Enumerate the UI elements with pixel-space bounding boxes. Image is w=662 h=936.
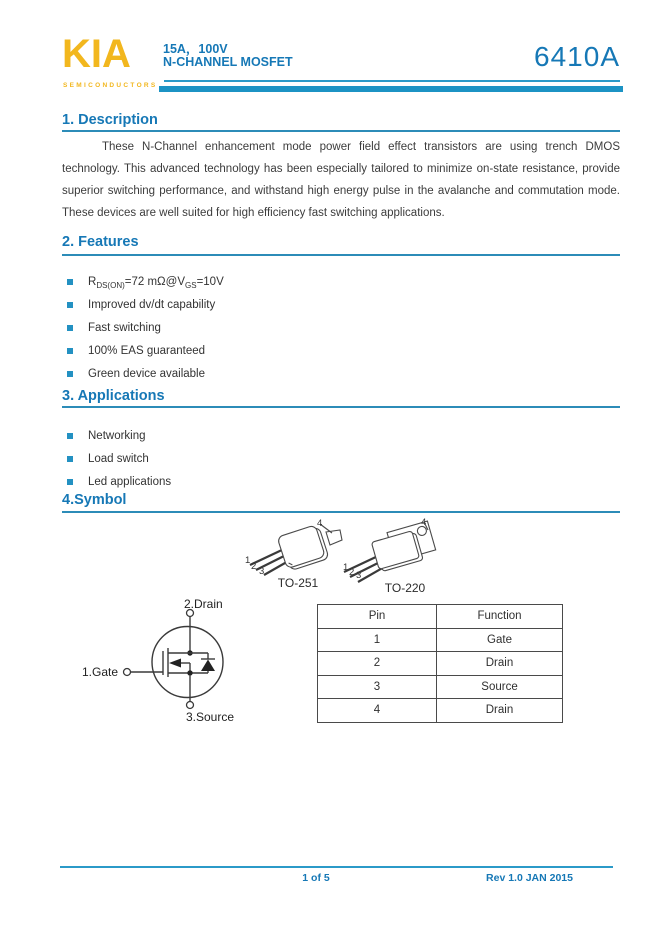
section-title-features: 2. Features — [62, 234, 139, 250]
to220-pin4-label: 4 — [421, 517, 427, 528]
to220-pin3-label: 3 — [356, 570, 362, 581]
device-rating: 15A，100V — [163, 42, 228, 56]
to251-pin2-label: 2 — [251, 561, 257, 572]
feature-item-rdson — [62, 276, 462, 296]
application-item-label: Networking — [88, 430, 146, 442]
table-row — [318, 628, 563, 652]
table-row — [318, 675, 563, 699]
section-underline — [62, 511, 620, 513]
function-column-header: Function — [437, 605, 563, 629]
part-number: 6410A — [534, 41, 620, 72]
function-cell: Gate — [437, 628, 563, 652]
bullet-square-icon — [67, 279, 73, 285]
table-row — [318, 699, 563, 723]
bullet-square-icon — [67, 456, 73, 462]
mosfet-symbol-drawing — [80, 595, 280, 730]
application-item-label: Load switch — [88, 453, 149, 465]
bullet-square-icon — [67, 479, 73, 485]
section-title-description: 1. Description — [62, 112, 158, 128]
pin-cell: 4 — [318, 699, 437, 723]
footer-revision: Rev 1.0 JAN 2015 — [486, 872, 573, 884]
description-paragraph: These N-Channel enhancement mode power field effect transistors are using trench DMOS technology. This advanced technology has been especially tailored to minimize on-state resistance, provide superior switching performance, and withstand high energy pulse in the avalanche and commutation mode. These devices are well suited for high efficiency fast switching applications. — [62, 141, 620, 219]
pin-cell: 2 — [318, 652, 437, 676]
application-item — [62, 430, 462, 450]
table-header-row — [318, 605, 563, 629]
pin-cell: 3 — [318, 675, 437, 699]
bullet-square-icon — [67, 433, 73, 439]
section-underline — [62, 406, 620, 408]
pin-function-table — [317, 604, 563, 723]
header-thin-rule — [164, 80, 620, 82]
to220-pin2-label: 2 — [349, 567, 355, 578]
brand-logo-subtitle: SEMICONDUCTORS — [63, 82, 158, 89]
source-terminal-label: 3.Source — [186, 710, 235, 724]
feature-item — [62, 322, 462, 342]
feature-item-label: Improved dv/dt capability — [88, 299, 216, 311]
function-cell: Drain — [437, 699, 563, 723]
to251-package-drawing — [240, 518, 350, 580]
function-cell: Source — [437, 675, 563, 699]
section-title-symbol: 4.Symbol — [62, 492, 127, 508]
to251-pin3-label: 3 — [259, 566, 265, 577]
application-item-label: Led applications — [88, 476, 172, 488]
gate-terminal-label: 1.Gate — [82, 665, 119, 679]
to251-package-name: TO-251 — [277, 576, 319, 590]
feature-item-label: Green device available — [88, 368, 205, 380]
feature-item — [62, 299, 462, 319]
feature-item-label: Fast switching — [88, 322, 161, 334]
footer-page-number: 1 of 5 — [302, 872, 330, 884]
brand-logo: KIA — [62, 32, 131, 76]
pin-column-header: Pin — [318, 605, 437, 629]
bullet-square-icon — [67, 302, 73, 308]
to251-pin1-label: 1 — [245, 555, 251, 566]
to220-package-name: TO-220 — [384, 581, 426, 595]
section-title-applications: 3. Applications — [62, 388, 165, 404]
pin-cell: 1 — [318, 628, 437, 652]
bullet-square-icon — [67, 348, 73, 354]
to251-pin4-label: 4 — [317, 518, 323, 529]
feature-item-label: 100% EAS guaranteed — [88, 345, 206, 357]
feature-item — [62, 368, 462, 388]
to220-pin1-label: 1 — [343, 562, 349, 573]
feature-item — [62, 345, 462, 365]
section-underline — [62, 130, 620, 132]
table-row — [318, 652, 563, 676]
feature-item-label: $R_{DS(ON)}=72$ $m\Omega@V_{GS}=10V$ — [88, 276, 224, 290]
application-item — [62, 453, 462, 473]
device-type: N-CHANNEL MOSFET — [163, 55, 293, 69]
function-cell: Drain — [437, 652, 563, 676]
footer-rule — [60, 866, 613, 868]
header-thick-rule — [159, 86, 623, 92]
section-underline — [62, 254, 620, 256]
bullet-square-icon — [67, 325, 73, 331]
bullet-square-icon — [67, 371, 73, 377]
drain-terminal-label: 2.Drain — [184, 597, 223, 611]
